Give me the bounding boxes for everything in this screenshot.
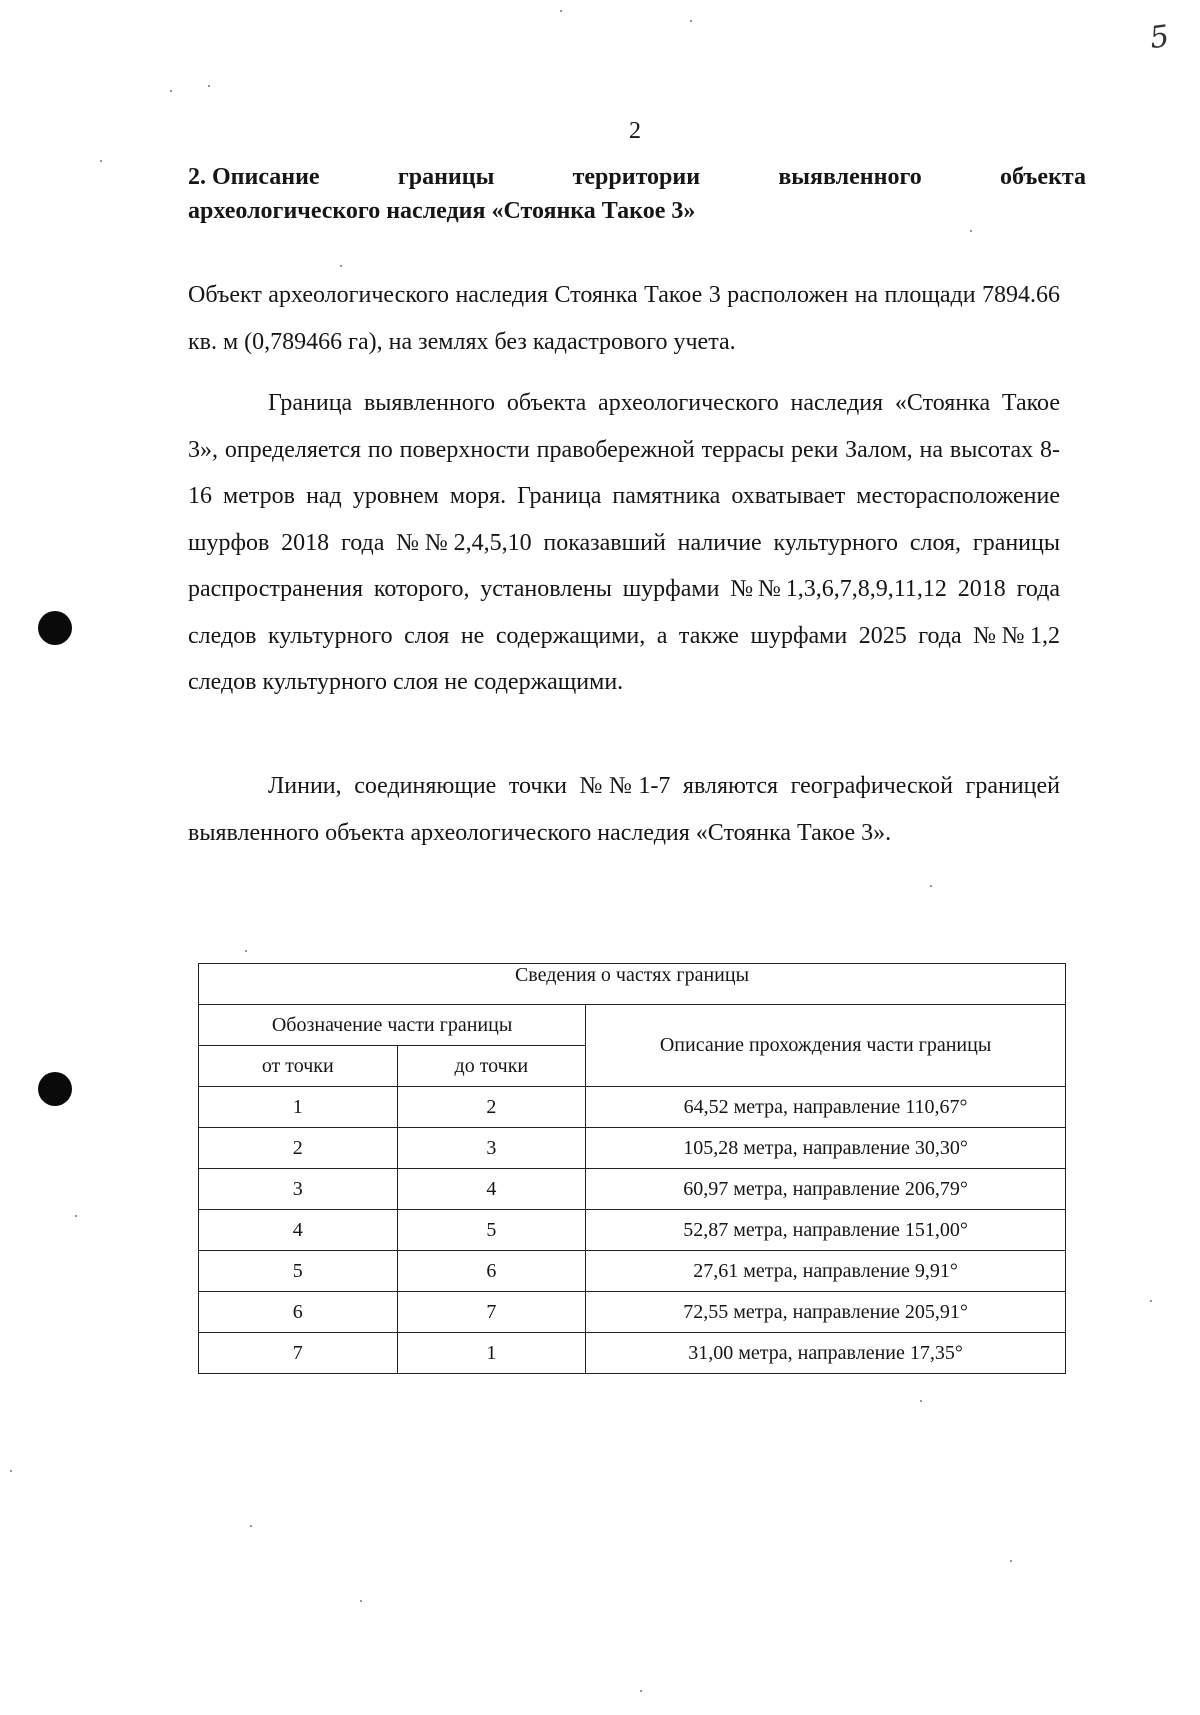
to-point-cell: 4 [397,1169,586,1210]
to-point-cell: 3 [397,1128,586,1169]
scan-speck [170,90,172,92]
heading-line-1 [188,160,1086,194]
heading-word: границы [397,164,495,190]
group-header: Обозначение части границы [199,1005,586,1046]
heading-line-2: археологического наследия «Стоянка Такое 3» [188,198,696,224]
table-caption: Сведения о частях границы [199,964,1066,1005]
scan-speck [970,230,972,232]
scan-speck [360,1600,362,1602]
scan-speck [640,1690,642,1692]
heading-word: объекта [1000,164,1086,190]
scan-speck [930,885,932,887]
description-cell: 27,61 метра, направление 9,91° [586,1251,1066,1292]
description-cell: 64,52 метра, направление 110,67° [586,1087,1066,1128]
from-point-cell: 2 [199,1128,398,1169]
scan-speck [100,160,102,162]
handwritten-page-mark: 5 [1147,18,1172,57]
scan-speck [75,1215,77,1217]
table-row [199,1087,1066,1128]
description-cell: 72,55 метра, направление 205,91° [586,1292,1066,1333]
heading-word: 2. Описание [188,164,320,190]
description-cell: 60,97 метра, направление 206,79° [586,1169,1066,1210]
to-point-cell: 5 [397,1210,586,1251]
scan-speck [250,1525,252,1527]
scan-speck [920,1400,922,1402]
scan-speck [10,1470,12,1472]
scan-speck [690,20,692,22]
description-cell: 105,28 метра, направление 30,30° [586,1128,1066,1169]
from-point-cell: 6 [199,1292,398,1333]
to-point-cell: 1 [397,1333,586,1374]
to-point-header: до точки [397,1046,586,1087]
heading-word: территории [572,164,701,190]
table-row [199,1333,1066,1374]
paragraph-area: Объект археологического наследия Стоянка Такое 3 расположен на площади 7894.66 кв. м (0,789466 га), на землях без кадастрового учета. [188,282,1060,355]
from-point-cell: 4 [199,1210,398,1251]
to-point-cell: 7 [397,1292,586,1333]
punch-hole [38,611,72,645]
section-heading [188,160,1086,228]
from-point-header: от точки [199,1046,398,1087]
paragraph-boundary-lines: Линии, соединяющие точки №№1-7 являются географической границей выявленного объекта археологического наследия «Стоянка Такое 3». [188,773,1060,846]
table-row [199,1292,1066,1333]
paragraph-boundary-description: Граница выявленного объекта археологического наследия «Стоянка Такое 3», определяется по поверхности правобережной террасы реки Залом, на высотах 8-16 метров над уровнем моря. Граница памятника охватывает месторасположение шурфов 2018 года №№2,4,5,10 показавший наличие культурного слоя, границы распространения которого, установлены шурфами №№1,3,6,7,8,9,11,12 2018 года следов культурного слоя не содержащими, а также шурфами 2025 года №№1,2 следов культурного слоя не содержащими. [188,390,1060,695]
description-cell: 52,87 метра, направление 151,00° [586,1210,1066,1251]
scan-speck [208,85,210,87]
boundary-parts-table [198,963,1066,1374]
from-point-cell: 3 [199,1169,398,1210]
from-point-cell: 5 [199,1251,398,1292]
scan-speck [1150,1300,1152,1302]
to-point-cell: 6 [397,1251,586,1292]
table-row [199,1169,1066,1210]
table-row [199,1128,1066,1169]
scan-speck [560,10,562,12]
scan-speck [1010,1560,1012,1562]
from-point-cell: 1 [199,1087,398,1128]
heading-word: выявленного [778,164,922,190]
to-point-cell: 2 [397,1087,586,1128]
table-header-row [199,1005,1066,1046]
table-row [199,1251,1066,1292]
punch-hole [38,1072,72,1106]
scan-speck [245,950,247,952]
description-cell: 31,00 метра, направление 17,35° [586,1333,1066,1374]
from-point-cell: 7 [199,1333,398,1374]
page-number: 2 [629,118,641,144]
table-caption-row [199,964,1066,1005]
scan-speck [340,265,342,267]
description-header: Описание прохождения части границы [586,1005,1066,1087]
table-row [199,1210,1066,1251]
